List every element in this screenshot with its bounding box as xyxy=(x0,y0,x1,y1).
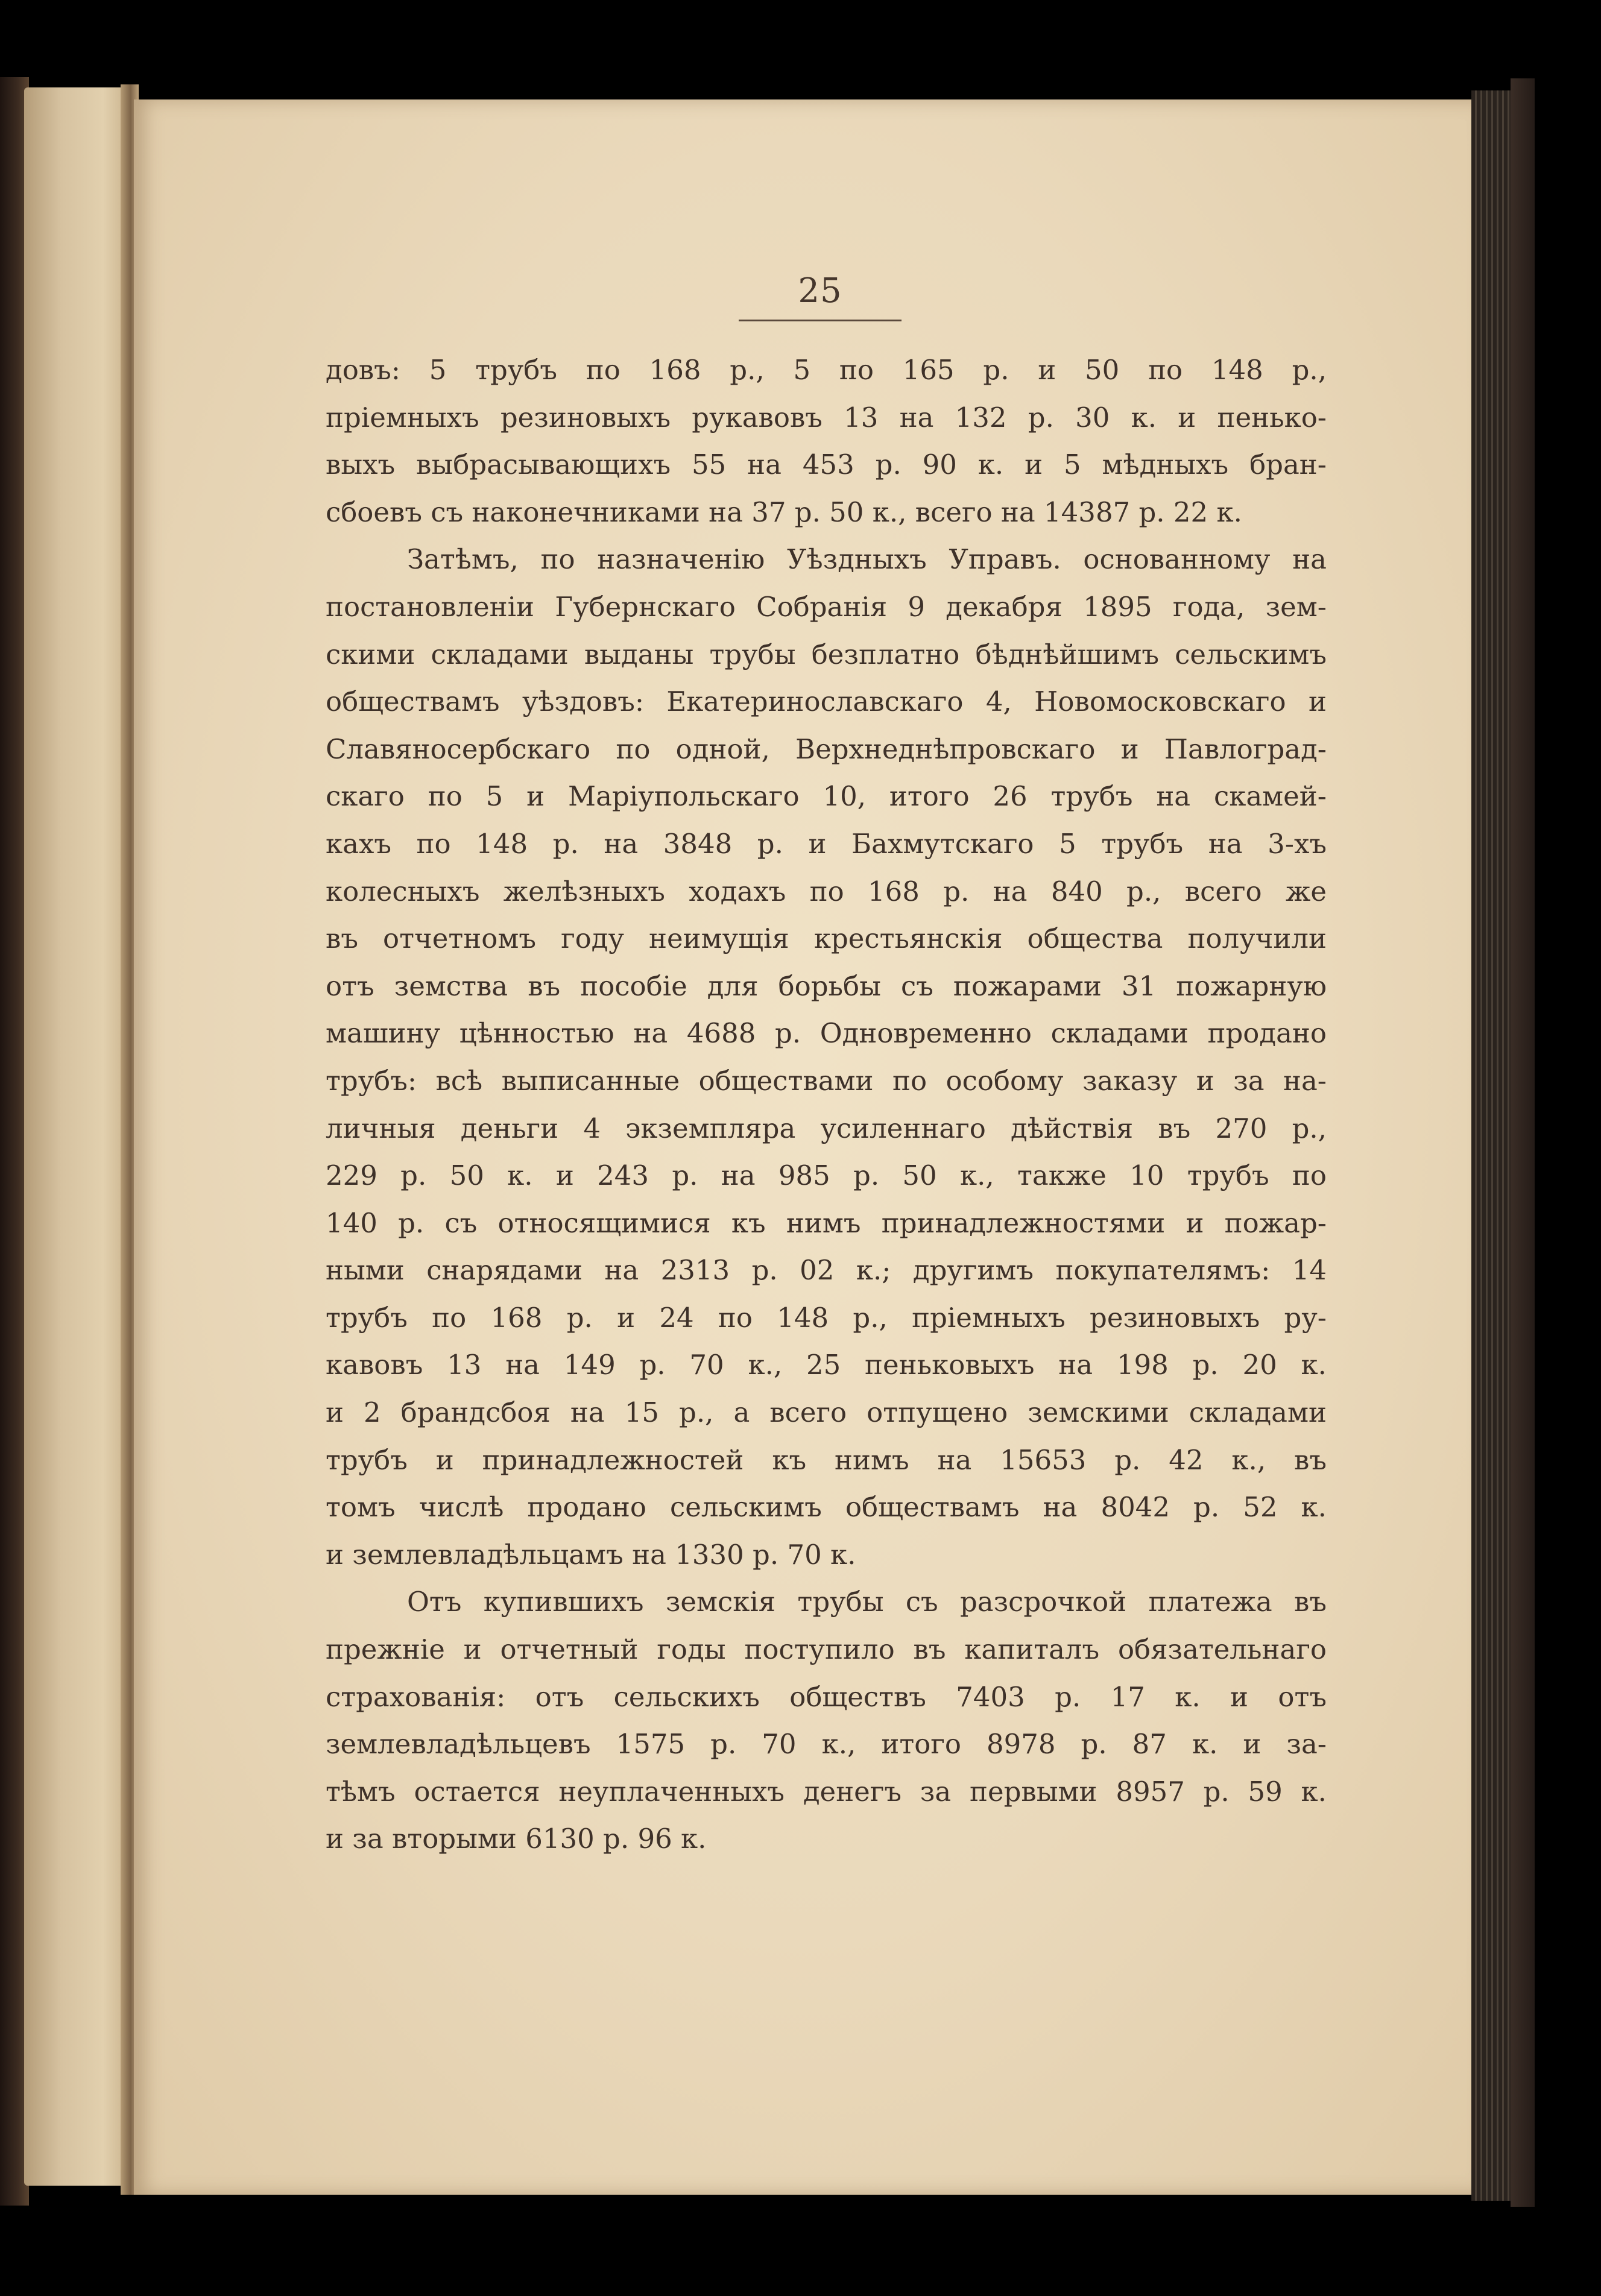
page-stack-edges xyxy=(1471,90,1514,2201)
page-number: 25 xyxy=(798,271,842,311)
text-line: скими складами выданы трубы безплатно бѣднѣйшимъ сельскимъ xyxy=(326,638,1327,670)
text-line: Отъ купившихъ земскія трубы съ разсрочкой платежа въ xyxy=(407,1586,1327,1618)
text-line: личныя деньги 4 экземпляра усиленнаго дѣйствія въ 270 р., xyxy=(326,1112,1327,1144)
text-line: 229 р. 50 к. и 243 р. на 985 р. 50 к., также 10 трубъ по xyxy=(326,1159,1327,1192)
text-line: 140 р. съ относящимися къ нимъ принадлежностями и пожар- xyxy=(326,1206,1327,1239)
text-line: скаго по 5 и Маріупольскаго 10, итого 26 трубъ на скамей- xyxy=(326,780,1327,813)
text-line: пріемныхъ резиновыхъ рукавовъ 13 на 132 р. 30 к. и пенько- xyxy=(326,401,1327,434)
text-line: постановленіи Губернскаго Собранія 9 декабря 1895 года, зем- xyxy=(326,590,1327,623)
text-line: кахъ по 148 р. на 3848 р. и Бахмутскаго 5 трубъ на 3-хъ xyxy=(326,827,1327,860)
page-body-text xyxy=(326,347,1327,1863)
text-line: трубъ и принадлежностей къ нимъ на 15653 р. 42 к., въ xyxy=(326,1443,1327,1476)
text-line: отъ земства въ пособіе для борьбы съ пожарами 31 пожарную xyxy=(326,970,1327,1002)
page-number-rule xyxy=(739,320,902,321)
text-line: машину цѣнностью на 4688 р. Одновременно складами продано xyxy=(326,1017,1327,1050)
text-line: колесныхъ желѣзныхъ ходахъ по 168 р. на 840 р., всего же xyxy=(326,875,1327,907)
dark-background-top xyxy=(0,0,1601,78)
text-line: выхъ выбрасывающихъ 55 на 453 р. 90 к. и 5 мѣдныхъ бран- xyxy=(326,449,1327,481)
text-line: страхованія: отъ сельскихъ обществъ 7403 р. 17 к. и отъ xyxy=(326,1680,1327,1713)
text-line: трубъ по 168 р. и 24 по 148 р., пріемныхъ резиновыхъ ру- xyxy=(326,1301,1327,1334)
dark-background-bottom xyxy=(0,2207,1601,2296)
text-line: довъ: 5 трубъ по 168 р., 5 по 165 р. и 50 по 148 р., xyxy=(326,354,1327,386)
text-line: Славяносербскаго по одной, Верхнеднѣпровскаго и Павлоград- xyxy=(326,733,1327,765)
text-line: и 2 брандсбоя на 15 р., а всего отпущено земскими складами xyxy=(326,1396,1327,1429)
text-line: землевладѣльцевъ 1575 р. 70 к., итого 8978 р. 87 к. и за- xyxy=(326,1728,1327,1761)
text-line: обществамъ уѣздовъ: Екатеринославскаго 4, Новомосковскаго и xyxy=(326,686,1327,718)
text-line: прежніе и отчетный годы поступило въ капиталъ обязательнаго xyxy=(326,1633,1327,1666)
text-line: трубъ: всѣ выписанные обществами по особому заказу и за на- xyxy=(326,1064,1327,1097)
text-line: ными снарядами на 2313 р. 02 к.; другимъ покупателямъ: 14 xyxy=(326,1254,1327,1287)
book-cover-right xyxy=(1511,78,1535,2207)
text-line: сбоевъ съ наконечниками на 37 р. 50 к., всего на 14387 р. 22 к. xyxy=(326,496,1242,528)
text-line: томъ числѣ продано сельскимъ обществамъ на 8042 р. 52 к. xyxy=(326,1491,1327,1524)
text-line: Затѣмъ, по назначенію Уѣздныхъ Управъ. основанному на xyxy=(407,543,1327,576)
text-line: и за вторыми 6130 р. 96 к. xyxy=(326,1823,707,1855)
left-page-edge xyxy=(24,87,130,2186)
text-line: и землевладѣльцамъ на 1330 р. 70 к. xyxy=(326,1538,856,1571)
text-line: въ отчетномъ году неимущія крестьянскія общества получили xyxy=(326,922,1327,955)
text-line: тѣмъ остается неуплаченныхъ денегъ за первыми 8957 р. 59 к. xyxy=(326,1775,1327,1808)
text-line: кавовъ 13 на 149 р. 70 к., 25 пеньковыхъ на 198 р. 20 к. xyxy=(326,1349,1327,1381)
